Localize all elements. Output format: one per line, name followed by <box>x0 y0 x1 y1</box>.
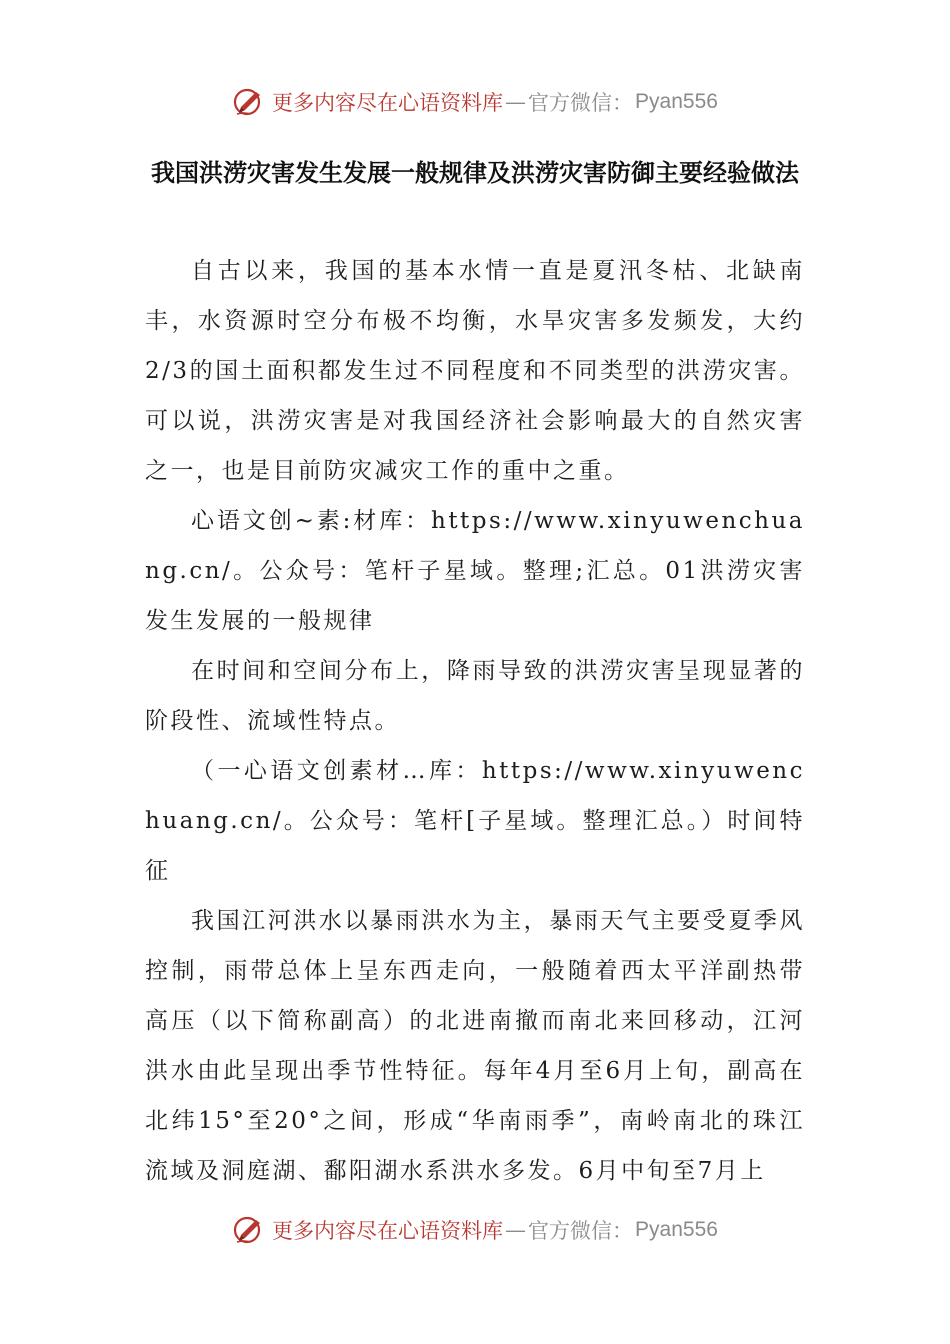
banner-main-text: 更多内容尽在心语资料库 <box>272 1219 504 1243</box>
paragraph-2: 心语文创~素:材库：https://www.xinyuwenchuang.cn/。公众号：笔杆子星域。整理;汇总。01洪涝灾害发生发展的一般规律 <box>145 508 805 634</box>
banner-separator: — <box>505 90 527 114</box>
document-title: 我国洪涝灾害发生发展一般规律及洪涝灾害防御主要经验做法 <box>151 159 799 187</box>
document-body <box>145 246 805 1196</box>
header-banner <box>0 82 950 122</box>
banner-wechat-id: Pyan556 <box>635 1218 718 1241</box>
footer-banner <box>0 1210 950 1250</box>
banner-wechat-id: Pyan556 <box>635 90 718 113</box>
banner-separator: — <box>505 1218 527 1242</box>
pen-logo-icon <box>232 1213 266 1247</box>
banner-main-text: 更多内容尽在心语资料库 <box>272 91 504 115</box>
paragraph-5: 我国江河洪水以暴雨洪水为主，暴雨天气主要受夏季风控制，雨带总体上呈东西走向，一般随着西太平洋副热带高压（以下简称副高）的北进南撤而南北来回移动，江河洪水由此呈现出季节性特征。每年4月至6月上旬，副高在北纬15°至20°之间，形成“华南雨季”，南岭南北的珠江流域及洞庭湖、鄱阳湖水系洪水多发。6月中旬至7月上 <box>145 908 805 1184</box>
paragraph-3: 在时间和空间分布上，降雨导致的洪涝灾害呈现显著的阶段性、流域性特点。 <box>145 658 805 734</box>
paragraph-1: 自古以来，我国的基本水情一直是夏汛冬枯、北缺南丰，水资源时空分布极不均衡，水旱灾害多发频发，大约2/3的国土面积都发生过不同程度和不同类型的洪涝灾害。可以说，洪涝灾害是对我国经济社会影响最大的自然灾害之一，也是目前防灾减灾工作的重中之重。 <box>145 258 805 484</box>
banner-wechat-label: 官方微信： <box>528 1219 634 1243</box>
paragraph-4: （一心语文创素材…库：https://www.xinyuwenchuang.cn/。公众号：笔杆[子星域。整理汇总。）时间特征 <box>145 758 805 884</box>
pen-logo-icon <box>232 85 266 119</box>
banner-wechat-label: 官方微信： <box>528 91 634 115</box>
